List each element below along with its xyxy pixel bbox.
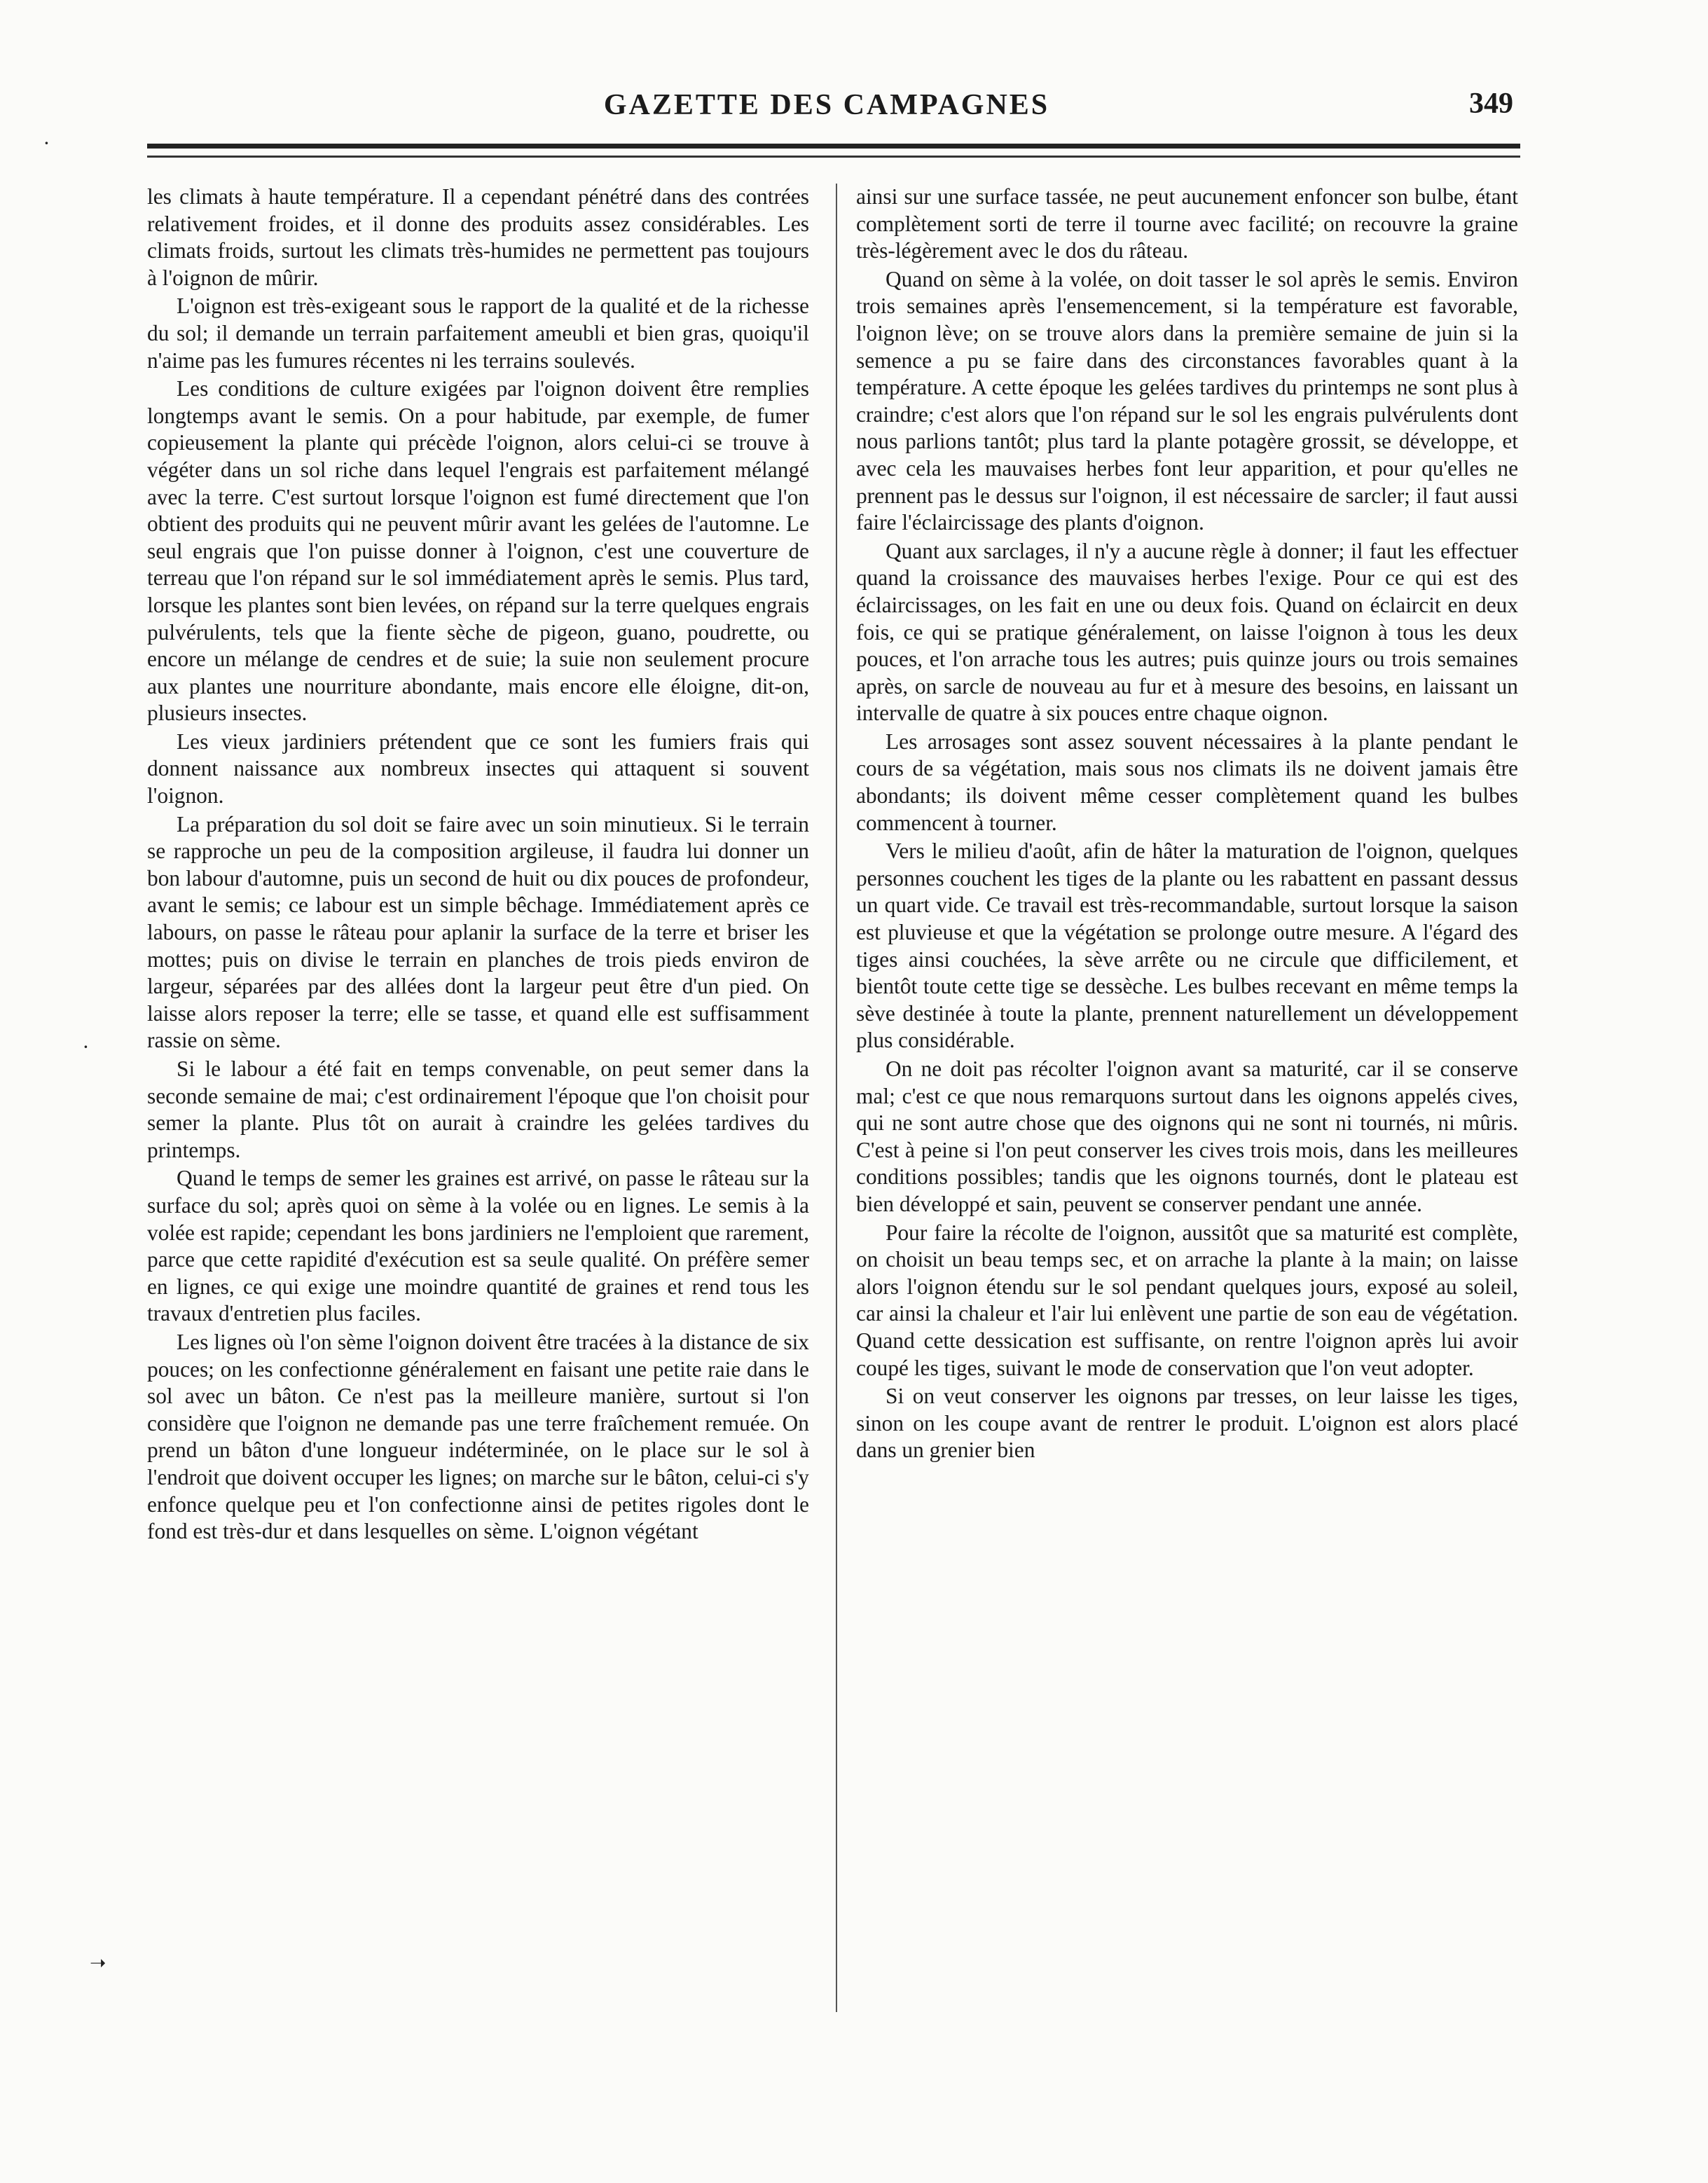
running-head (140, 83, 1513, 132)
paragraph: les climats à haute température. Il a cependant pénétré dans des contrées relativement froides, et il donne des produits assez considérables. Les climats froids, surtout les climats très-humides ne permettent pas toujours à l'oignon de mûrir. (147, 184, 809, 290)
paragraph: Les arrosages sont assez souvent nécessaires à la plante pendant le cours de sa végétation, mais sous nos climats ils ne doivent jamais être abondants; ils doivent même cesser complètement quand les bulbes commencent à tourner. (856, 729, 1518, 835)
paragraph: Pour faire la récolte de l'oignon, aussitôt que sa maturité est complète, on choisit un beau temps sec, et on arrache la plante à la main; on laisse alors l'oignon étendu sur le sol pendant quelques jours, exposé au soleil, car ainsi la chaleur et l'air lui enlèvent une partie de son eau de végétation. Quand cette dessication est suffisante, on rentre l'oignon après lui avoir coupé les tiges, suivant le mode de conservation que l'on veut adopter. (856, 1220, 1518, 1380)
paragraph: Quant aux sarclages, il n'y a aucune règle à donner; il faut les effectuer quand la croissance des mauvaises herbes l'exige. Pour ce qui est des éclaircissages, on les fait en une ou deux fois. Quand on éclaircit en deux fois, ce qui se pratique généralement, on laisse l'oignon à tous les deux pouces, et l'on arrache tous les autres; puis quinze jours ou trois semaines après, on sarcle de nouveau au fur et à mesure des besoins, en laissant un intervalle de quatre à six pouces entre chaque oignon. (856, 538, 1518, 726)
paragraph: ainsi sur une surface tassée, ne peut aucunement enfoncer son bulbe, étant complètement sorti de terre il tourne avec facilité; on recouvre la graine très-légèrement avec le dos du râteau. (856, 184, 1518, 263)
header-rule-thick (147, 144, 1520, 149)
paragraph: Les conditions de culture exigées par l'oignon doivent être remplies longtemps avant le semis. On a pour habitude, par exemple, de fumer copieusement la plante qui précède l'oignon, alors celui-ci se trouve à végéter dans un sol riche dans lequel l'engrais est parfaitement mélangé avec la terre. C'est surtout lorsque l'oignon est fumé directement que l'on obtient des produits qui ne peuvent mûrir avant les gelées de l'automne. Le seul engrais que l'on puisse donner à l'oignon, c'est une couverture de terreau que l'on répand sur le sol immédiatement après le semis. Plus tard, lorsque les plantes sont bien levées, on répand sur la terre quelques engrais pulvérulents, tels que la fiente sèche de pigeon, guano, poudrette, ou encore un mélange de cendres et de suie; la suie non seulement procure aux plantes une nourriture abondante, mais encore elle éloigne, dit-on, plusieurs insectes. (147, 376, 809, 726)
paragraph: Les lignes où l'on sème l'oignon doivent être tracées à la distance de six pouces; on les confectionne généralement en faisant une petite raie dans le sol avec un bâton. Ce n'est pas la meilleure manière, surtout si l'on considère que l'oignon ne demande pas une terre fraîchement remuée. On prend un bâton d'une longueur indéterminée, on le place sur le sol à l'endroit que doivent occuper les lignes; on marche sur le bâton, celui-ci s'y enfonce quelque peu et l'on confectionne ainsi de petites rigoles dont le fond est très-dur et dans lesquelles on sème. L'oignon végétant (147, 1329, 809, 1544)
paragraph: Quand on sème à la volée, on doit tasser le sol après le semis. Environ trois semaines après l'ensemencement, si la température est favorable, l'oignon lève; on se trouve alors dans la première semaine de juin si la semence a pu se faire dans des circonstances favorables quant à la température. A cette époque les gelées tardives du printemps ne sont plus à craindre; c'est alors que l'on répand sur le sol les engrais pulvérulents dont nous parlions tantôt; plus tard la plante potagère grossit, se développe, et avec cela les mauvaises herbes font leur apparition, et pour qu'elles ne prennent pas le dessus sur l'oignon, il est nécessaire de sarcler; il faut aussi faire l'éclaircissage des plants d'oignon. (856, 266, 1518, 535)
paragraph: Quand le temps de semer les graines est arrivé, on passe le râteau sur la surface du sol; après quoi on sème à la volée ou en lignes. Le semis à la volée est rapide; cependant les bons jardiniers ne l'emploient que rarement, parce que cette rapidité d'exécution est sa seule qualité. On préfère semer en lignes, ce qui exige une moindre quantité de graines et rend tous les travaux d'entretien plus faciles. (147, 1166, 809, 1326)
paragraph: Les vieux jardiniers prétendent que ce sont les fumiers frais qui donnent naissance aux nombreux insectes qui attaquent si souvent l'oignon. (147, 729, 809, 808)
paragraph: Si le labour a été fait en temps convenable, on peut semer dans la seconde semaine de mai; c'est ordinairement l'époque que l'on choisit pour semer la plante. Plus tôt on aurait à craindre les gelées tardives du printemps. (147, 1056, 809, 1162)
right-column (856, 184, 1518, 2019)
paragraph: On ne doit pas récolter l'oignon avant sa maturité, car il se conserve mal; c'est ce que nous remarquons surtout dans les oignons appelés cives, qui ne sont autre chose que des oignons qui ne sont ni tournés, ni mûris. C'est à peine si l'on peut conserver les cives trois mois, dans les meilleures conditions possibles; tandis que les oignons tournés, dont le plateau est bien développé et sain, peuvent se conserver pendant une année. (856, 1056, 1518, 1216)
paragraph: Si on veut conserver les oignons par tresses, on leur laisse les tiges, sinon on les coupe avant de rentrer le produit. L'oignon est alors placé dans un grenier bien (856, 1384, 1518, 1463)
column-divider (836, 184, 837, 2012)
margin-arrow-icon: ➝ (90, 1951, 106, 1974)
paragraph: Vers le milieu d'août, afin de hâter la maturation de l'oignon, quelques personnes couchent les tiges de la plante ou les rabattent en passant dessus un quart vide. Ce travail est très-recommandable, surtout lorsque la saison est pluvieuse et que la végétation se prolonge outre mesure. A l'égard des tiges ainsi couchées, la sève arrête ou ne circule que difficilement, et bientôt toute cette tige se dessèche. Les bulbes recevant en même temps la sève destinée à toute la plante, prennent naturellement un développement plus considérable. (856, 839, 1518, 1053)
paragraph: L'oignon est très-exigeant sous le rapport de la qualité et de la richesse du sol; il demande un terrain parfaitement ameubli et bien gras, quoiqu'il n'aime pas les fumures récentes ni les terrains soulevés. (147, 294, 809, 373)
page-number: 349 (1469, 88, 1513, 120)
left-column (147, 184, 809, 2019)
header-rule-thin (147, 156, 1520, 158)
journal-title: GAZETTE DES CAMPAGNES (603, 89, 1050, 121)
margin-speck-icon: · (83, 1035, 89, 1059)
paragraph: La préparation du sol doit se faire avec un soin minutieux. Si le terrain se rapproche un peu de la composition argileuse, il faudra lui donner un bon labour d'automne, puis un second de huit ou dix pouces de profondeur, avant le semis; ce labour est un simple bêchage. Immédiatement après ce labours, on passe le râteau pour aplanir la surface de la terre et briser les mottes; puis on divise le terrain en planches de trois pieds environ de largeur, séparées par des allées dont la largeur peut être d'un pied. On laisse alors reposer la terre; elle se tasse, et quand elle est suffisamment rassie on sème. (147, 811, 809, 1053)
margin-speck-icon: · (43, 132, 50, 155)
